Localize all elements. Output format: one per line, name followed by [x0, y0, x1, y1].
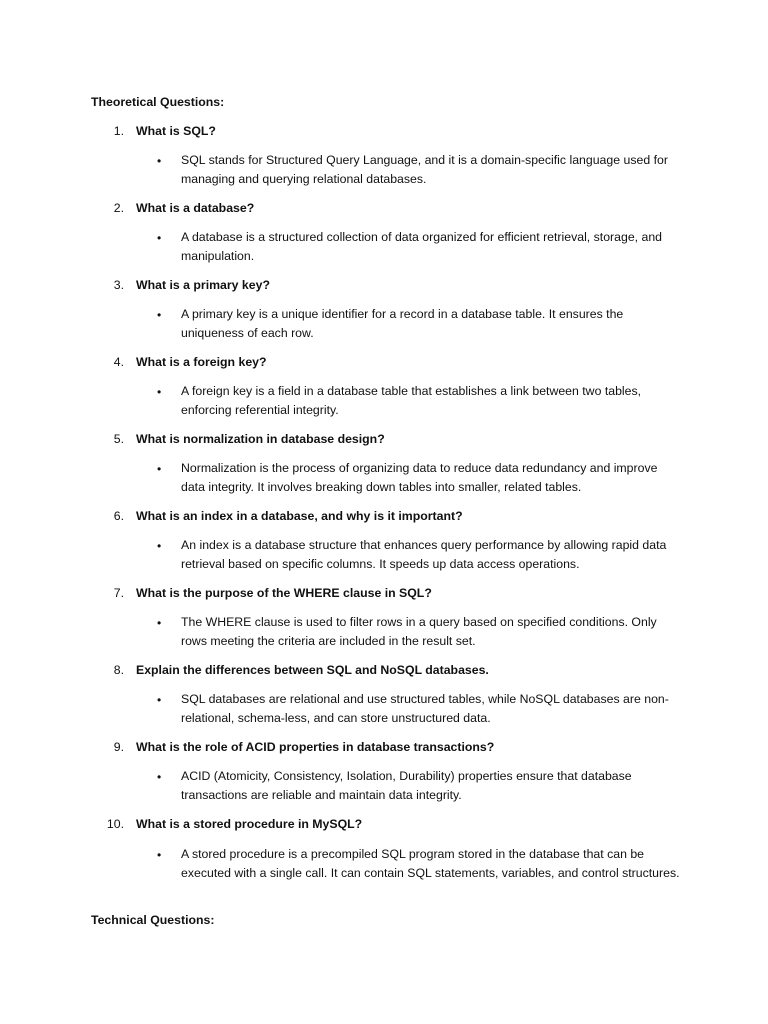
- bullet-icon: •: [157, 231, 162, 245]
- bullet-icon: •: [157, 154, 162, 168]
- technical-questions-heading: Technical Questions:: [91, 913, 215, 927]
- bullet-icon: •: [157, 616, 162, 630]
- question-text: What is the role of ACID properties in database transactions?: [136, 740, 495, 754]
- bullet-icon: •: [157, 693, 162, 707]
- question-number: 4.: [113, 355, 124, 369]
- bullet-icon: •: [157, 385, 162, 399]
- question-text: What is a stored procedure in MySQL?: [136, 817, 363, 831]
- question-text: What is a database?: [136, 201, 255, 215]
- question-text: What is a primary key?: [136, 278, 270, 292]
- answer-text: A foreign key is a field in a database table that establishes a link between two tables, enforcing referential integrity.: [181, 384, 642, 417]
- answer-text: SQL stands for Structured Query Language, and it is a domain-specific language used for managing and querying relational databases.: [181, 153, 668, 186]
- answer-text: An index is a database structure that enhances query performance by allowing rapid data retrieval based on specific columns. It speeds up data access operations.: [181, 538, 667, 571]
- question-number: 8.: [113, 663, 124, 677]
- question-number: 6.: [113, 509, 124, 523]
- question-text: What is normalization in database design?: [136, 432, 385, 446]
- answer-text: SQL databases are relational and use structured tables, while NoSQL databases are non-relational, schema-less, and can store unstructured data.: [181, 692, 669, 725]
- question-number: 1.: [113, 124, 124, 138]
- bullet-icon: •: [157, 462, 162, 476]
- answer-text: Normalization is the process of organizing data to reduce data redundancy and improve data integrity. It involves breaking down tables into smaller, related tables.: [181, 461, 658, 494]
- question-number: 10.: [106, 817, 124, 831]
- answer-text: A database is a structured collection of data organized for efficient retrieval, storage, and manipulation.: [181, 230, 663, 263]
- question-number: 3.: [113, 278, 124, 292]
- theoretical-questions-heading: Theoretical Questions:: [91, 95, 225, 109]
- bullet-icon: •: [157, 848, 162, 862]
- bullet-icon: •: [157, 770, 162, 784]
- answer-text: A primary key is a unique identifier for a record in a database table. It ensures the uniqueness of each row.: [181, 307, 624, 340]
- question-text: What is the purpose of the WHERE clause in SQL?: [136, 586, 432, 600]
- question-text: What is a foreign key?: [136, 355, 267, 369]
- question-number: 9.: [113, 740, 124, 754]
- question-text: What is SQL?: [136, 124, 216, 138]
- question-text: Explain the differences between SQL and NoSQL databases.: [136, 663, 489, 677]
- bullet-icon: •: [157, 308, 162, 322]
- answer-text: A stored procedure is a precompiled SQL program stored in the database that can be executed with a single call. It can contain SQL statements, variables, and control structures.: [181, 847, 680, 880]
- bullet-icon: •: [157, 539, 162, 553]
- question-number: 2.: [113, 201, 124, 215]
- answer-text: The WHERE clause is used to filter rows in a query based on specified conditions. Only rows meeting the criteria are included in the result set.: [181, 615, 657, 648]
- question-number: 7.: [113, 586, 124, 600]
- question-number: 5.: [113, 432, 124, 446]
- answer-text: ACID (Atomicity, Consistency, Isolation, Durability) properties ensure that database transactions are reliable and maintain data integrity.: [181, 769, 632, 802]
- question-text: What is an index in a database, and why is it important?: [136, 509, 463, 523]
